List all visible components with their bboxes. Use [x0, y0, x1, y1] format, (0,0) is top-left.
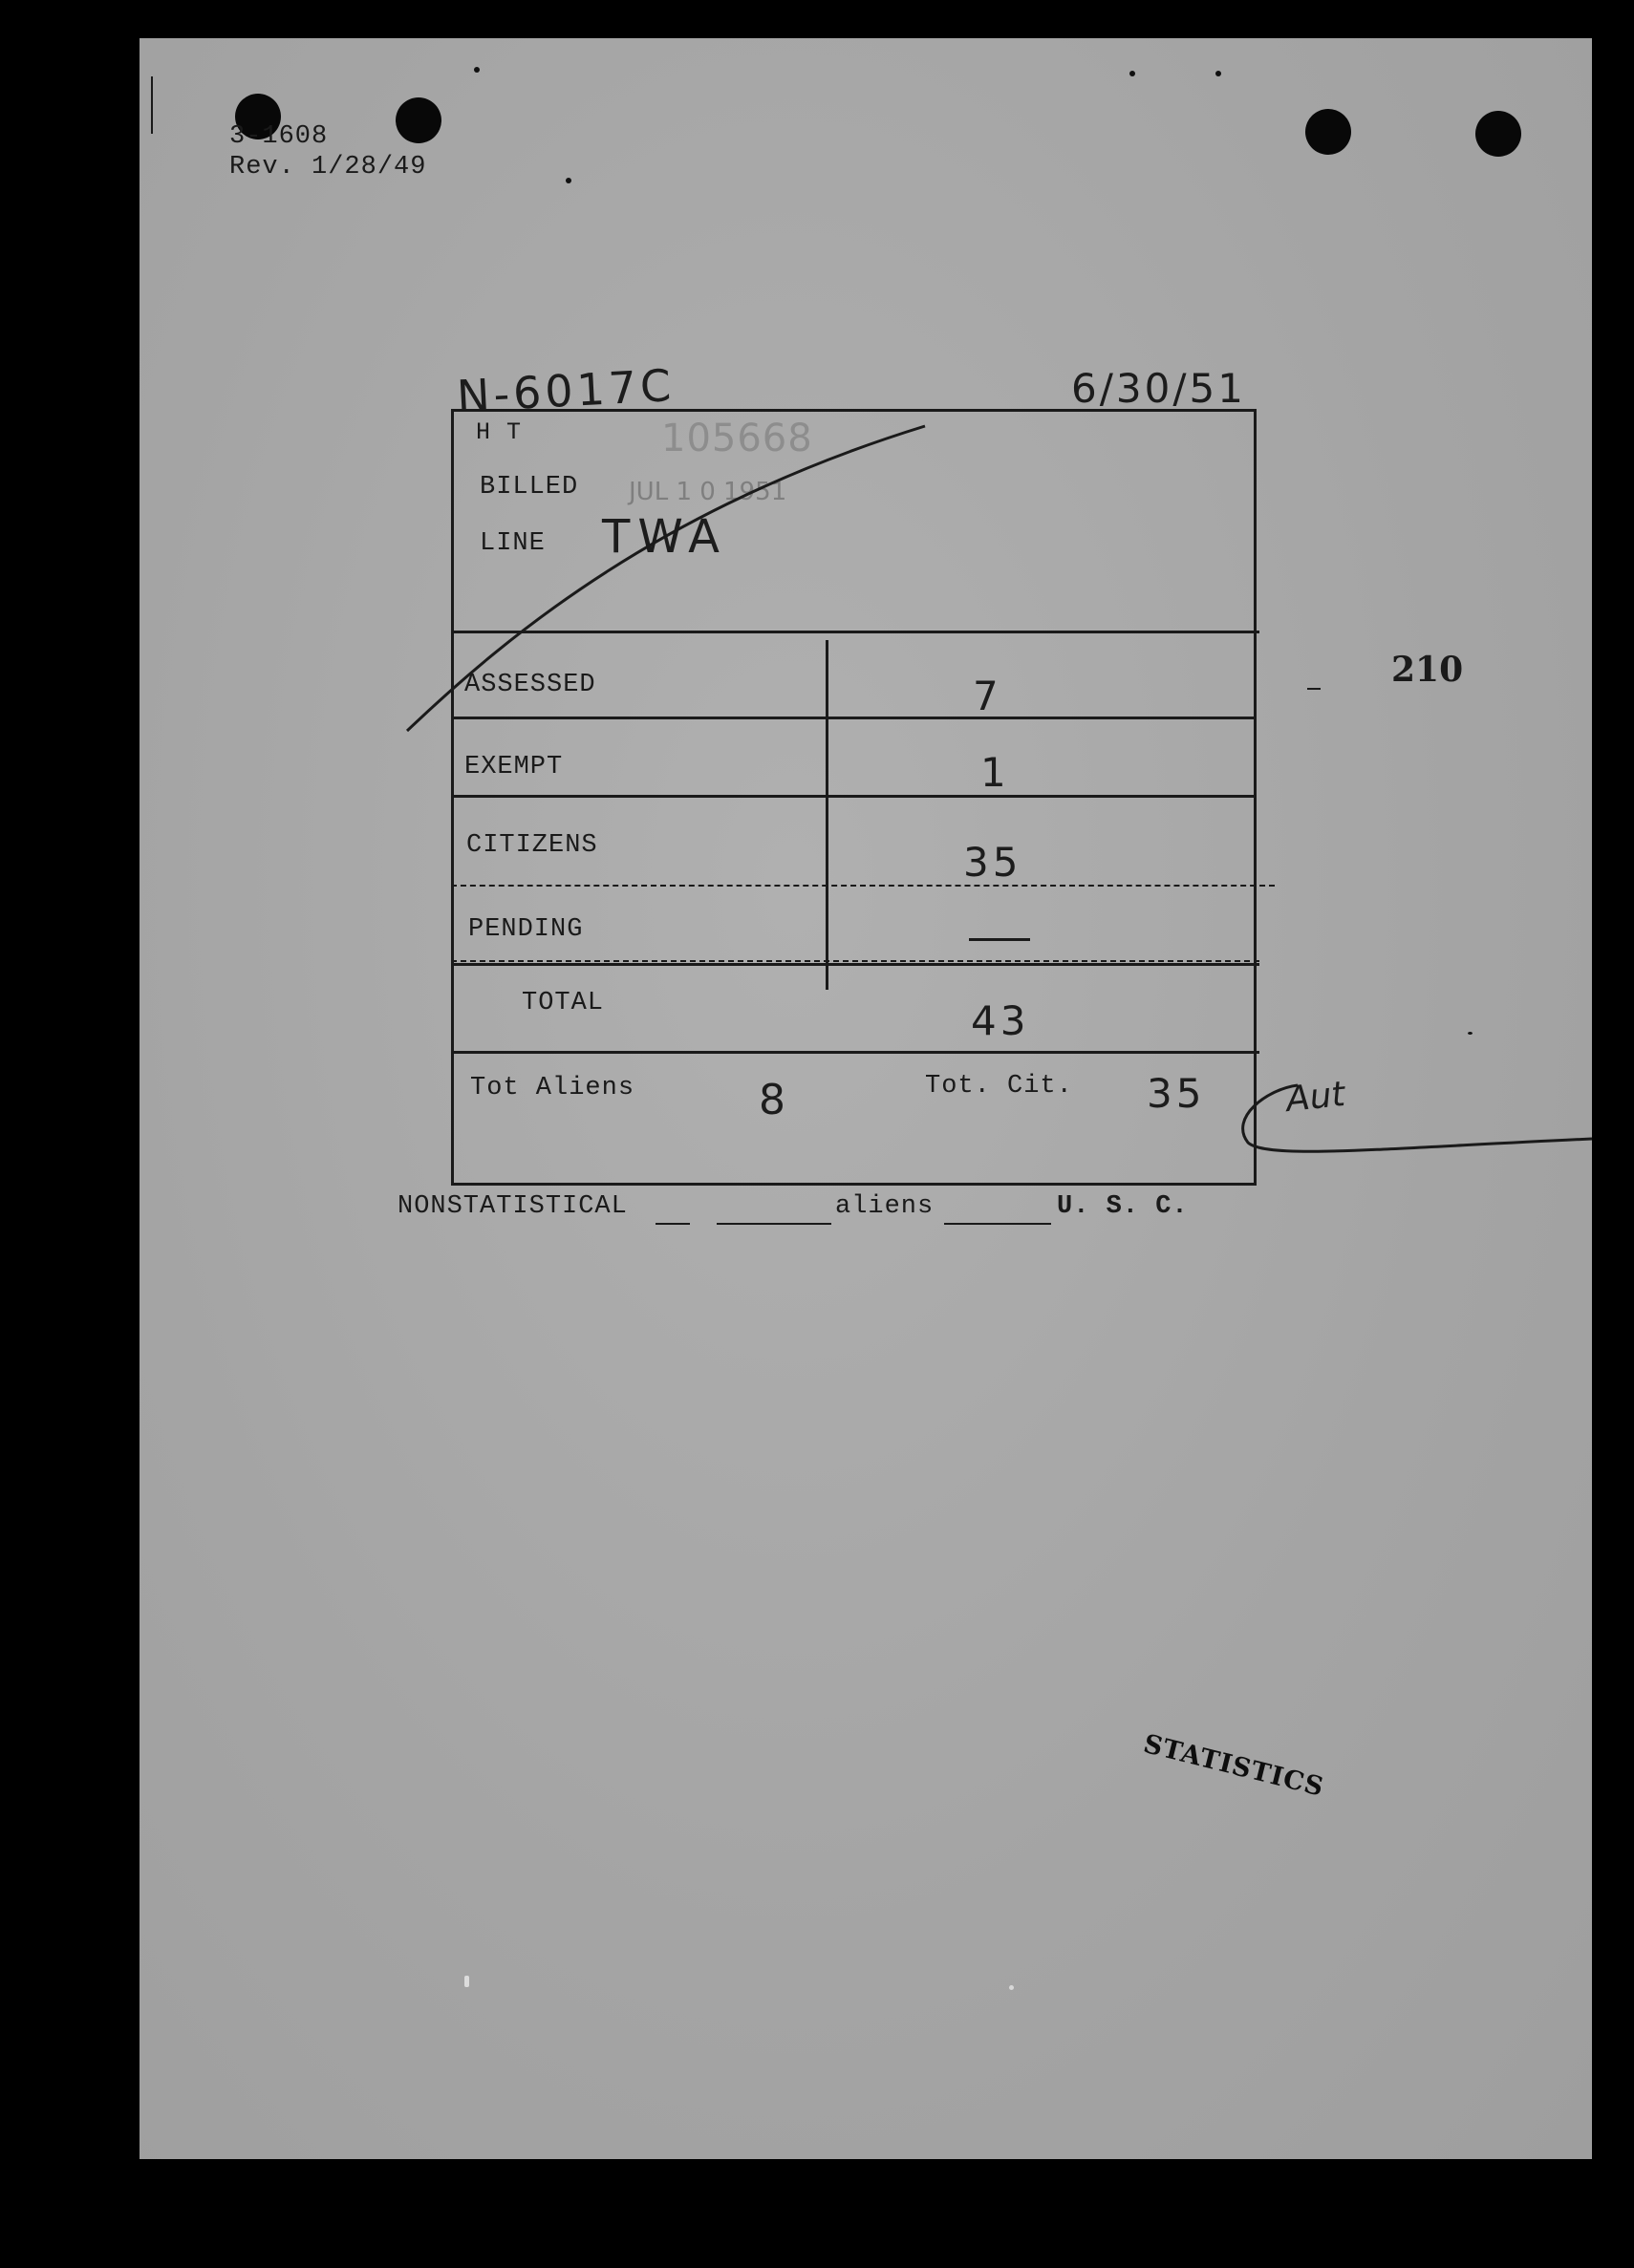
row-divider	[451, 963, 1259, 966]
row-divider	[451, 960, 1259, 962]
speck	[1468, 1032, 1473, 1035]
punch-hole-right-1	[1305, 109, 1351, 155]
tot-aliens-value: 8	[759, 1076, 785, 1124]
initials-signature: Aut	[1284, 1074, 1347, 1121]
row-divider	[451, 795, 1257, 798]
header-divider	[451, 631, 1259, 633]
speck	[1009, 1985, 1014, 1990]
nonstatistical-usc-label: U. S. C.	[1057, 1192, 1189, 1221]
row-label-pending: PENDING	[468, 915, 584, 944]
tot-cit-value: 35	[1147, 1070, 1206, 1117]
form-revision: Rev. 1/28/49	[229, 153, 427, 182]
row-label-assessed: ASSESSED	[464, 671, 596, 699]
ht-label: H T	[476, 418, 523, 446]
total-label: TOTAL	[522, 989, 605, 1017]
row-label-citizens: CITIZENS	[466, 831, 598, 860]
blank-line	[656, 1223, 690, 1225]
nonstatistical-aliens-label: aliens	[835, 1192, 935, 1221]
speck	[1129, 71, 1135, 76]
row-value-pending	[969, 938, 1030, 941]
ht-number-stamp: 105668	[661, 417, 813, 460]
row-divider	[451, 717, 1257, 719]
manifest-number: N-6017C	[455, 359, 677, 422]
form-number: 3-1608	[229, 122, 329, 151]
punch-hole-left-2	[396, 97, 441, 143]
tot-aliens-label: Tot Aliens	[470, 1074, 635, 1102]
blank-line	[944, 1223, 1051, 1225]
manifest-date: 6/30/51	[1071, 365, 1246, 412]
speck	[1215, 71, 1221, 76]
nonstatistical-label: NONSTATISTICAL	[398, 1192, 628, 1221]
row-divider	[451, 885, 1275, 887]
table-top-border	[451, 409, 1257, 412]
billed-label: BILLED	[480, 473, 579, 502]
statistics-stamp: STATISTICS	[1140, 1729, 1327, 1803]
page-number: 210	[1391, 650, 1464, 690]
signature-loop	[1229, 1080, 1592, 1185]
document-page	[140, 38, 1592, 2159]
edge-mark	[151, 76, 153, 134]
speck	[566, 178, 571, 183]
page-number-tick	[1307, 688, 1321, 690]
speck	[474, 67, 480, 73]
row-value-assessed: 7	[973, 673, 999, 719]
table-bottom-border	[451, 1183, 1257, 1186]
row-divider	[451, 1051, 1259, 1054]
punch-hole-right-2	[1475, 111, 1521, 157]
row-value-citizens: 35	[963, 839, 1022, 886]
blank-line	[717, 1223, 831, 1225]
row-label-exempt: EXEMPT	[464, 753, 564, 781]
row-value-exempt: 1	[980, 749, 1006, 796]
column-divider	[826, 640, 828, 990]
line-label: LINE	[480, 529, 546, 558]
line-name: TWA	[602, 510, 727, 564]
speck	[464, 1976, 469, 1987]
billed-date-stamp: JUL 1 0 1951	[629, 478, 787, 506]
total-value: 43	[971, 997, 1030, 1044]
tot-cit-label: Tot. Cit.	[925, 1072, 1073, 1101]
